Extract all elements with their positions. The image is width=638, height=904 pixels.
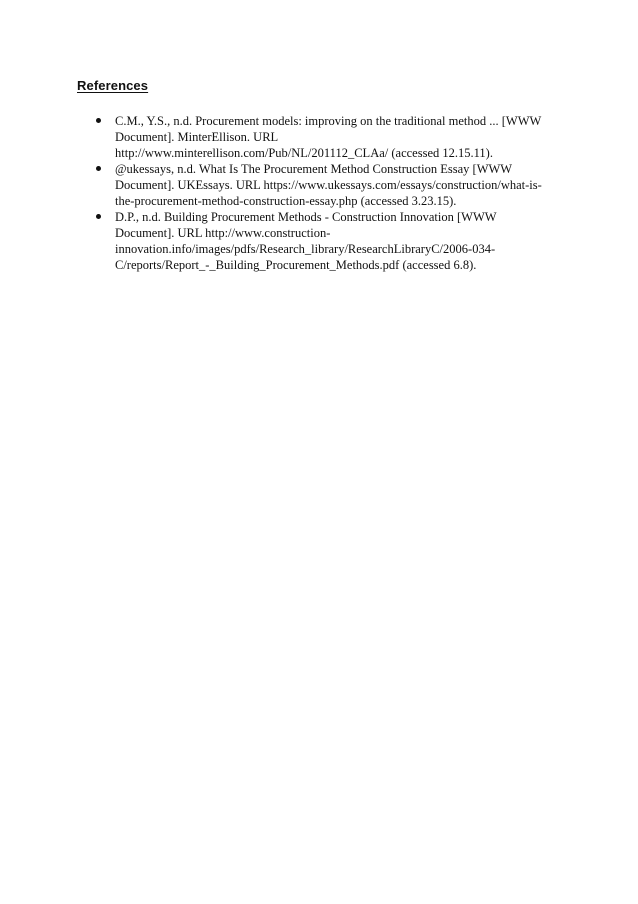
bullet-icon xyxy=(96,118,101,123)
reference-text: D.P., n.d. Building Procurement Methods - Construction Innovation [WWW Document]. URL http://www.construction-innovation.info/images/pdfs/Research_library/ResearchLibraryC/2006-034-C/reports/Report_-_Building_Procurement_Methods.pdf (accessed 6.8). xyxy=(115,210,497,272)
reference-item xyxy=(94,209,546,273)
bullet-icon xyxy=(96,166,101,171)
reference-item xyxy=(94,113,546,161)
references-heading: References xyxy=(77,78,149,93)
references-list xyxy=(94,113,546,273)
reference-text: @ukessays, n.d. What Is The Procurement Method Construction Essay [WWW Document]. UKEssays. URL https://www.ukessays.com/essays/construction/what-is-the-procurement-method-construction-essay.php (accessed 3.23.15). xyxy=(115,162,542,208)
reference-text: C.M., Y.S., n.d. Procurement models: improving on the traditional method ... [WWW Document]. MinterEllison. URL http://www.minterellison.com/Pub/NL/201112_CLAa/ (accessed 12.15.11). xyxy=(115,114,542,160)
reference-item xyxy=(94,161,546,209)
bullet-icon xyxy=(96,214,101,219)
